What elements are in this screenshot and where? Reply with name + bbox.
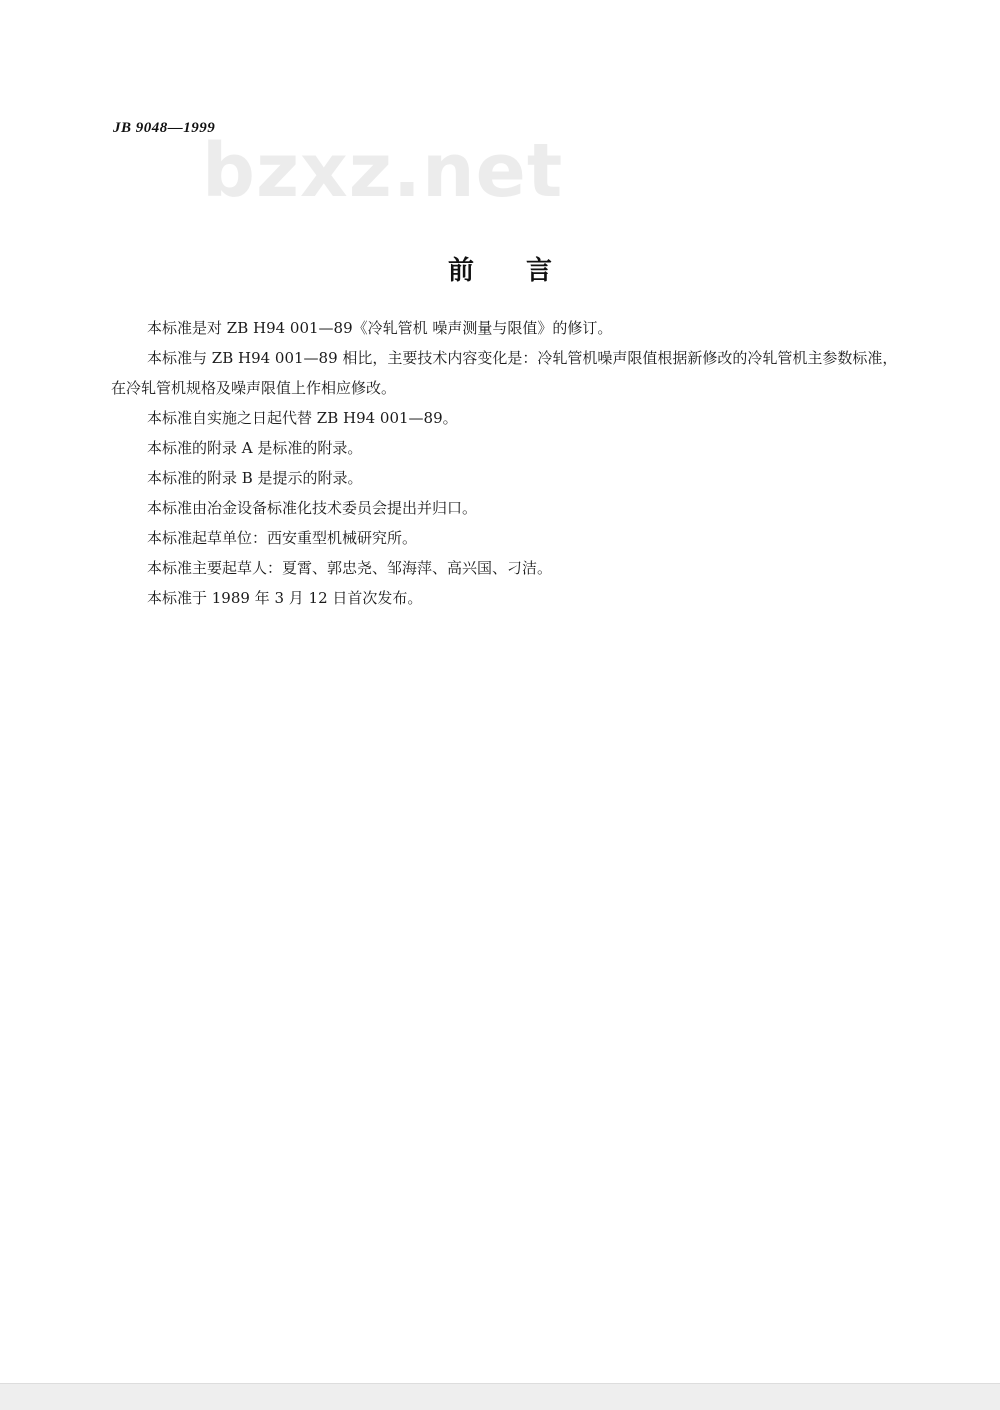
viewer-bottom-bar [0,1383,1000,1410]
paragraph-appendix-a: 本标准的附录 A 是标准的附录。 [147,439,363,457]
paragraph-main-changes: 本标准与 ZB H94 001—89 相比，主要技术内容变化是：冷轧管机噪声限值根据新修改的冷轧管机主参数标准，在冷轧管机规格及噪声限值上作相应修改。 [111,349,898,397]
paragraph-appendix-b: 本标准的附录 B 是提示的附录。 [147,469,363,487]
document-code: JB 9048—1999 [113,120,216,136]
paragraph-replaces: 本标准自实施之日起代替 ZB H94 001—89。 [147,409,458,427]
paragraph-revision-of: 本标准是对 ZB H94 001—89《冷轧管机 噪声测量与限值》的修订。 [147,319,613,337]
paragraph-drafters: 本标准主要起草人：夏霄、郭忠尧、邹海萍、高兴国、刁洁。 [147,559,553,577]
paragraph-drafting-unit: 本标准起草单位：西安重型机械研究所。 [147,529,418,547]
paragraph-proposed-by: 本标准由冶金设备标准化技术委员会提出并归口。 [147,499,478,517]
paragraph-first-published: 本标准于 1989 年 3 月 12 日首次发布。 [147,589,423,607]
page-title: 前言 [447,256,604,286]
watermark: bzxz.net [202,128,564,214]
foreword-body [111,313,901,613]
